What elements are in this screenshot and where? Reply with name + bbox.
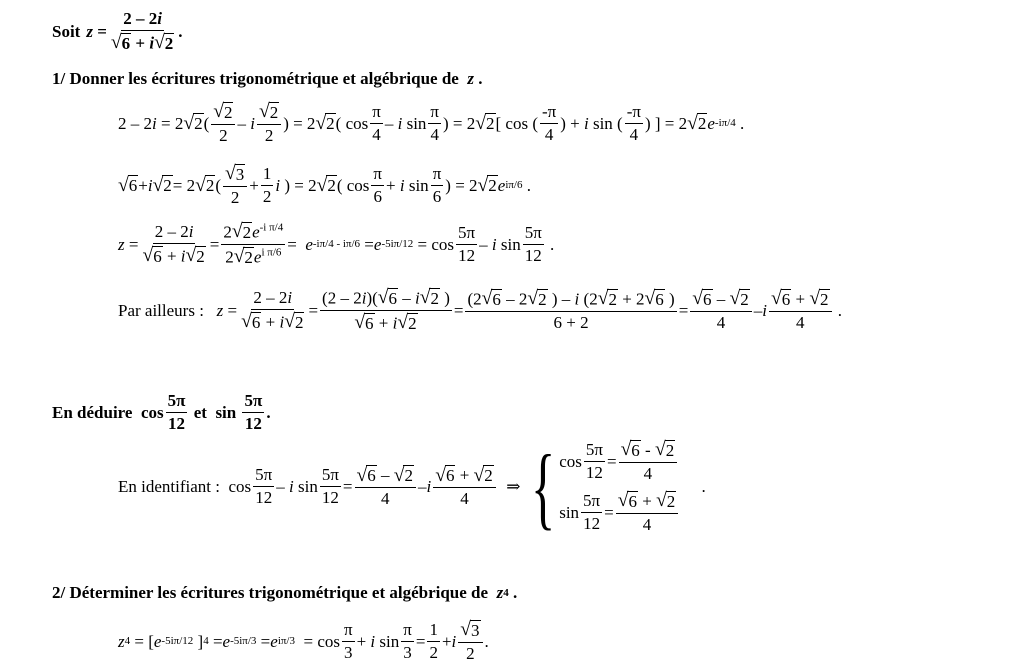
equation-z4: z 4 = [ e -5iπ/12 ] 4 = e -5iπ/3 = e iπ/3 = cos $\frac{\pi}{3}$ + i sin $\frac{\pi}{3}$ = $\frac{1}{2}$ + i √ 3 2 .	[118, 619, 489, 663]
identification-line: En identifiant : cos $\frac{5\pi}{12}$ – i sin $\frac{5\pi}{12}$ = √ 6 – √ 2 4 – i √ 6 + √ 2 4 ⇒ { cos $\frac{5\pi}{12}$ = √ 6 - √ 2 4 sin $\frac{5\pi}{12}$ = √ 6 + √ 2 4 .	[118, 435, 706, 538]
equation-1: 2 – 2 i = 2 √ 2 ( √ 2 2 – i √ 2 2 ) = 2 √ 2 ( cos $\frac{\pi}{4}$ – i sin $\frac{\pi}{4}$ ) = 2 √ 2 [ cos ( $\frac{-\pi}{4}$ ) + i sin ( $\frac{-\pi}{4}$ ) ] = 2 √ 2 e -iπ/4 .	[118, 101, 745, 145]
question-1-title: 1/ Donner les écritures trigonométrique et algébrique de z .	[52, 69, 483, 88]
equation-2: √ 6 + i √ 2 = 2 √ 2 ( √ 3 2 + $\frac{1}{2}$ i ) = 2 √ 2 ( cos $\frac{\pi}{6}$ + i sin $\frac{\pi}{6}$ ) = 2 √ 2 e iπ/6 .	[118, 163, 531, 207]
fraction-z-def: 2 – 2i √ 6 + i √ 2	[110, 9, 174, 54]
intro-label: Soit	[52, 21, 81, 41]
deduce-title: En déduire cos $\frac{5\pi}{12}$ et sin $\frac{5\pi}{12}$ .	[52, 391, 271, 433]
equation-3: z = 2 – 2i √ 6 + i √ 2 = 2 √ 2 $e^{-i \pi/4}$ 2 √ 2 $e^{i \pi/6}$ = e -iπ/4 - iπ/6 = e -5iπ/12 = cos $\frac{5\pi}{12}$ – i sin $\frac{5\pi}{12}$ .	[118, 221, 555, 268]
system-brace: {	[530, 435, 556, 538]
result-system: cos $\frac{5\pi}{12}$ = √ 6 - √ 2 4 sin $\frac{5\pi}{12}$ = √ 6 + √ 2 4	[559, 440, 680, 533]
var-z: z	[86, 21, 93, 41]
equation-4: Par ailleurs : z = 2 – 2i √ 6 + i √ 2 = (2 – 2i)( √ 6 – i √ 2 ) √ 6 + i √ 2 = (2 √ 6 – 2 √ 2 ) – i (2 √ 2 + 2 √ 6 ) 6 + 2 = √ 6 – √ 2 4 – i √ 6 + √ 2 4 .	[118, 287, 843, 334]
question-2-title: 2/ Déterminer les écritures trigonométrique et algébrique de z 4 .	[52, 583, 518, 602]
intro-line: Soit z = 2 – 2i √ 6 + i √ 2 .	[52, 9, 183, 54]
